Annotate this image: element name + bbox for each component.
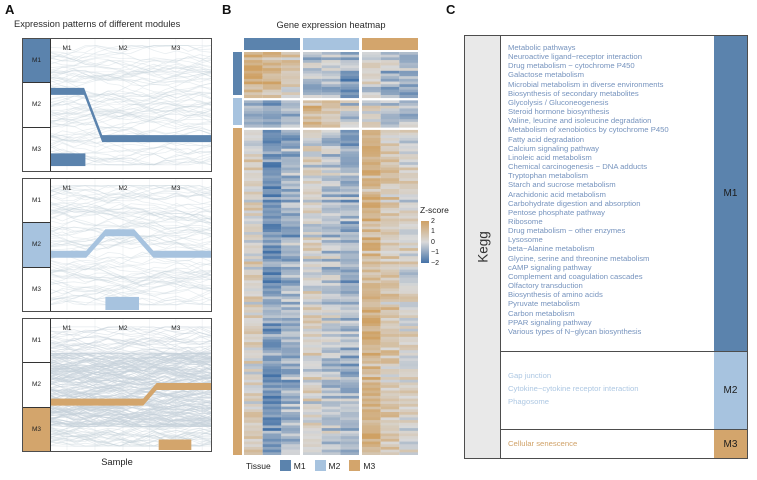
pathway-item: Fatty acid degradation xyxy=(508,134,585,144)
pathway-item: Calcium signaling pathway xyxy=(508,143,600,153)
pathway-item: Drug metabolism − other enzymes xyxy=(508,226,626,236)
pathway-item: beta−Alanine metabolism xyxy=(508,244,595,254)
sidebar-cell-m2: M2 xyxy=(23,83,50,127)
pathway-item: Steroid hormone biosynthesis xyxy=(508,107,610,117)
sidebar-cell-m2: M2 xyxy=(23,363,50,407)
pathway-section-m1 xyxy=(501,36,747,351)
pathway-section-m2 xyxy=(501,351,747,429)
pathway-sections xyxy=(501,36,747,458)
zscore-tick: 2 xyxy=(431,217,435,225)
tissue-legend-item-m3: M3 xyxy=(349,460,375,471)
pathway-list-m1 xyxy=(508,36,712,336)
plot-column-label-m1: M1 xyxy=(62,185,72,192)
zscore-tick: 0 xyxy=(431,238,435,246)
panel-a-label: A xyxy=(5,2,15,17)
pathway-item: Starch and sucrose metabolism xyxy=(508,180,616,190)
plot-column-label-m3: M3 xyxy=(171,325,181,332)
sidebar-cell-m3: M3 xyxy=(23,408,50,451)
pathway-item: PPAR signaling pathway xyxy=(508,317,592,327)
plot-area xyxy=(51,319,211,451)
module-bar-m1: M1 xyxy=(714,36,747,351)
module-plot-m3 xyxy=(22,318,212,452)
pathway-item: Carbohydrate digestion and absorption xyxy=(508,198,641,208)
sidebar-cell-m1: M1 xyxy=(23,319,50,363)
pathway-item: Cellular senescence xyxy=(508,439,578,448)
pathway-list-m2 xyxy=(508,352,712,408)
sidebar-cell-m1: M1 xyxy=(23,179,50,223)
pathway-item: Complement and coagulation cascades xyxy=(508,271,643,281)
module-bar-m2: M2 xyxy=(714,352,747,429)
pathway-item: Carbon metabolism xyxy=(508,308,575,318)
zscore-legend-title: Z-score xyxy=(420,205,449,215)
kegg-axis-bar xyxy=(465,36,501,458)
sidebar-cell-m1: M1 xyxy=(23,39,50,83)
pathway-section-m3 xyxy=(501,429,747,458)
pathway-item: Glycine, serine and threonine metabolism xyxy=(508,253,650,263)
plot-column-label-m3: M3 xyxy=(171,45,181,52)
pathway-item: Metabolic pathways xyxy=(508,43,576,52)
legend-swatch-m3 xyxy=(349,460,360,471)
sample-axis-label: Sample xyxy=(101,457,133,467)
pathway-item: Chemical carcinogenesis − DNA adducts xyxy=(508,162,648,172)
zscore-tick: −1 xyxy=(431,249,439,256)
row-annotation-m1 xyxy=(233,52,242,95)
pathway-item: Metabolism of xenobiotics by cytochrome P450 xyxy=(508,125,669,135)
plot-sidebar xyxy=(23,319,51,451)
sidebar-cell-m3: M3 xyxy=(23,268,50,311)
tissue-legend xyxy=(246,460,375,471)
plot-area xyxy=(51,179,211,311)
panel-a-title: Expression patterns of different modules xyxy=(14,19,181,29)
plot-column-label-m2: M2 xyxy=(118,185,128,192)
plot-column-label-m2: M2 xyxy=(118,325,128,332)
tissue-legend-item-m2: M2 xyxy=(315,460,341,471)
plot-column-label-m3: M3 xyxy=(171,185,181,192)
module-plot-m1 xyxy=(22,38,212,172)
panel-b-label: B xyxy=(222,2,232,17)
heatmap-title: Gene expression heatmap xyxy=(276,20,386,30)
pathway-item: Ribosome xyxy=(508,216,543,226)
pathway-item: Galactose metabolism xyxy=(508,70,585,80)
pathway-item: Various types of N−glycan biosynthesis xyxy=(508,326,642,336)
zscore-tick: −2 xyxy=(431,259,439,267)
tissue-legend-item-m1: M1 xyxy=(280,460,306,471)
row-annotation-m2 xyxy=(233,98,242,125)
pathway-item: Microbial metabolism in diverse environments xyxy=(508,79,664,89)
pathway-item: Tryptophan metabolism xyxy=(508,171,589,181)
legend-swatch-m1 xyxy=(280,460,291,471)
pathway-item: Linoleic acid metabolism xyxy=(508,152,592,162)
pathway-item: cAMP signaling pathway xyxy=(508,262,592,272)
kegg-enrichment-table xyxy=(464,35,748,459)
zscore-tick: 1 xyxy=(431,228,435,235)
pathway-item: Neuroactive ligand−receptor interaction xyxy=(508,52,642,62)
row-annotation-m3 xyxy=(233,128,242,455)
sidebar-cell-m2: M2 xyxy=(23,223,50,267)
pathway-item: Pentose phosphate pathway xyxy=(508,207,606,217)
plot-area xyxy=(51,39,211,171)
column-annotation-m3 xyxy=(362,38,418,50)
module-bar-m3: M3 xyxy=(714,430,747,458)
plot-column-label-m1: M1 xyxy=(62,325,72,332)
pathway-item: Phagosome xyxy=(508,397,550,406)
tissue-legend-title: Tissue xyxy=(246,460,271,471)
pathway-list-m3 xyxy=(508,430,712,450)
pathway-item: Gap junction xyxy=(508,371,552,380)
pathway-item: Arachidonic acid metabolism xyxy=(508,189,606,199)
pathway-item: Biosynthesis of amino acids xyxy=(508,290,603,300)
sidebar-cell-m3: M3 xyxy=(23,128,50,171)
legend-swatch-m2 xyxy=(315,460,326,471)
column-annotation-m2 xyxy=(303,38,359,50)
pathway-item: Olfactory transduction xyxy=(508,281,583,291)
column-annotation-m1 xyxy=(244,38,300,50)
panel-c-label: C xyxy=(446,2,456,17)
pathway-item: Cytokine−cytokine receptor interaction xyxy=(508,384,639,393)
pathway-item: Lysosome xyxy=(508,235,543,245)
pathway-item: Drug metabolism − cytochrome P450 xyxy=(508,61,635,71)
plot-sidebar xyxy=(23,39,51,171)
plot-column-label-m2: M2 xyxy=(118,45,128,52)
pathway-item: Pyruvate metabolism xyxy=(508,299,580,309)
zscore-colorbar xyxy=(421,221,429,263)
pathway-item: Biosynthesis of secondary metabolites xyxy=(508,88,639,98)
plot-sidebar xyxy=(23,179,51,311)
module-plot-m2 xyxy=(22,178,212,312)
pathway-item: Glycolysis / Gluconeogenesis xyxy=(508,97,609,107)
pathway-item: Valine, leucine and isoleucine degradation xyxy=(508,116,652,126)
heatmap-canvas xyxy=(244,52,418,455)
kegg-axis-label: Kegg xyxy=(475,231,490,263)
plot-column-label-m1: M1 xyxy=(62,45,72,52)
